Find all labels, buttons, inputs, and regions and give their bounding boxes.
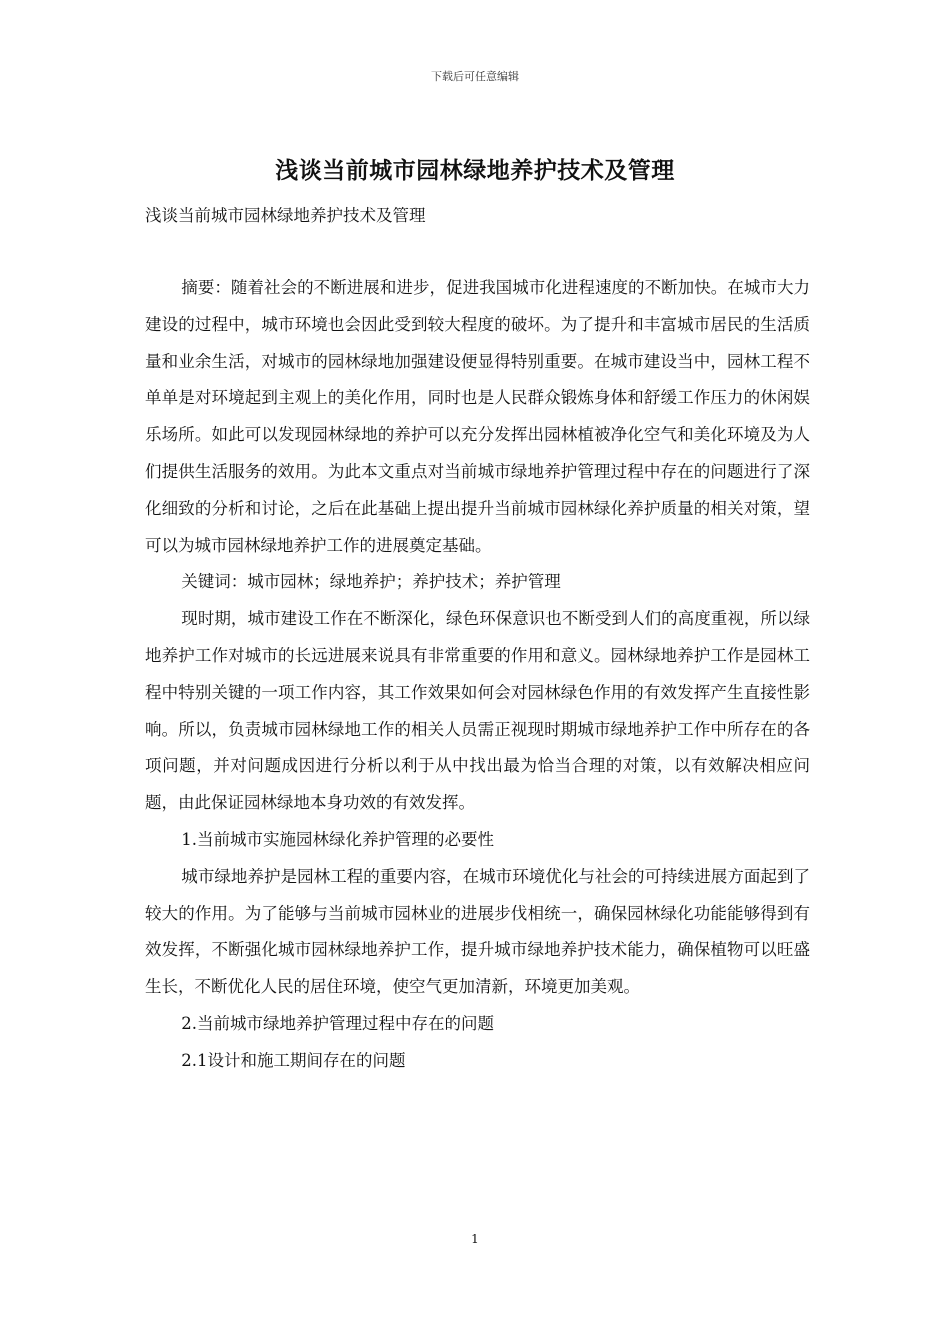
section-heading-2-1: 2.1设计和施工期间存在的问题 (181, 1050, 406, 1070)
abstract-paragraph: 摘要：随着社会的不断进展和进步，促进我国城市化进程速度的不断加快。在城市大力建设的过程中，城市环境也会因此受到较大程度的破坏。为了提升和丰富城市居民的生活质量和业余生活，对城市的园林绿地加强建设便显得特别重要。在城市建设当中，园林工程不单单是对环境起到主观上的美化作用，同时也是人民群众锻炼身体和舒缓工作压力的休闲娱乐场所。如此可以发现园林绿地的养护可以充分发挥出园林植被净化空气和美化环境及为人们提供生活服务的效用。为此本文重点对当前城市绿地养护管理过程中存在的问题进行了深化细致的分析和讨论，之后在此基础上提出提升当前城市园林绿化养护质量的相关对策，望可以为城市园林绿地养护工作的进展奠定基础。 (145, 278, 810, 555)
document-subtitle: 浅谈当前城市园林绿地养护技术及管理 (145, 206, 426, 225)
page-header-note: 下载后可任意编辑 (431, 70, 519, 83)
document-title: 浅谈当前城市园林绿地养护技术及管理 (275, 157, 675, 184)
section-heading-1: 1.当前城市实施园林绿化养护管理的必要性 (181, 829, 495, 849)
section-heading-2: 2.当前城市绿地养护管理过程中存在的问题 (181, 1013, 495, 1033)
page-number: 1 (471, 1232, 479, 1246)
intro-paragraph: 现时期，城市建设工作在不断深化，绿色环保意识也不断受到人们的高度重视，所以绿地养护工作对城市的长远进展来说具有非常重要的作用和意义。园林绿地养护工作是园林工程中特别关键的一项工作内容，其工作效果如何会对园林绿色作用的有效发挥产生直接性影响。所以，负责城市园林绿地工作的相关人员需正视现时期城市绿地养护工作中所存在的各项问题，并对问题成因进行分析以利于从中找出最为恰当合理的对策，以有效解决相应问题，由此保证园林绿地本身功效的有效发挥。 (145, 609, 810, 813)
document-body (145, 270, 810, 1080)
keywords-paragraph: 关键词：城市园林；绿地养护；养护技术；养护管理 (181, 572, 561, 592)
section-1-paragraph: 城市绿地养护是园林工程的重要内容，在城市环境优化与社会的可持续进展方面起到了较大的作用。为了能够与当前城市园林业的进展步伐相统一，确保园林绿化功能能够得到有效发挥，不断强化城市园林绿地养护工作，提升城市绿地养护技术能力，确保植物可以旺盛生长，不断优化人民的居住环境，使空气更加清新，环境更加美观。 (145, 866, 810, 997)
